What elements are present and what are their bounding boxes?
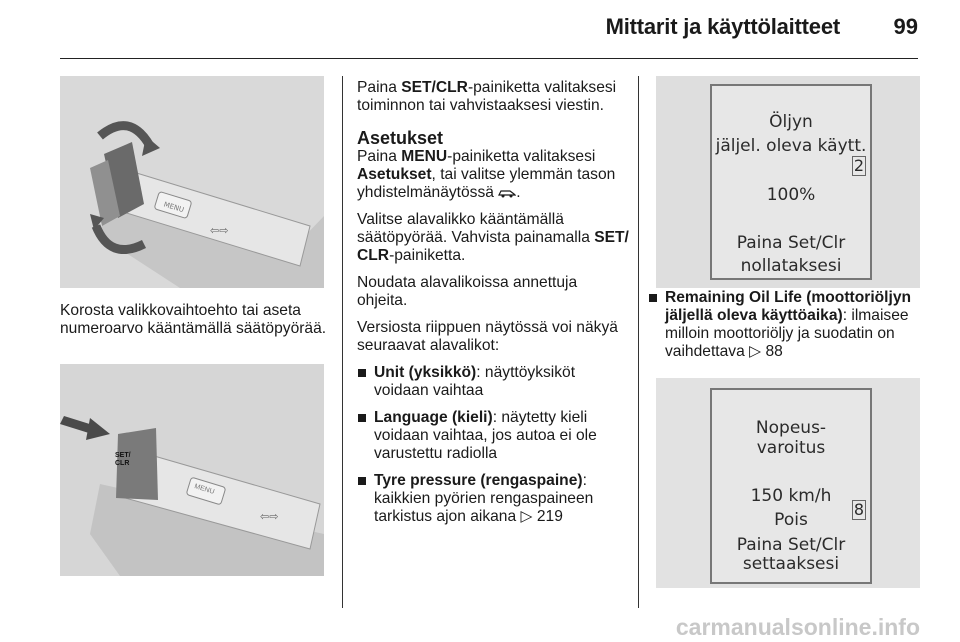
display-line: Nopeus- [755, 418, 827, 438]
list-item: Unit (yksikkö): näyttöyksiköt voidaan vaihtaa [357, 364, 629, 400]
column-divider-left [342, 76, 343, 608]
page-ref-link[interactable]: 219 [536, 508, 563, 525]
page-number: 99 [893, 14, 918, 39]
page-ref-arrow-icon: ▷ [749, 343, 762, 360]
display-line: settaaksesi [742, 554, 840, 574]
display-line: 100% [766, 185, 816, 205]
intro-paragraph: Paina SET/CLR-painiketta valitaksesi toiminnon tai vahvistaaksesi viestin. [357, 79, 617, 114]
bullet-square-icon [649, 294, 657, 302]
settings-paragraph-3: Noudata alavalikoissa annettuja ohjeita. [357, 274, 578, 309]
wheel-caption [60, 302, 330, 338]
right-bullet [648, 289, 920, 370]
page-ref-arrow-icon: ▷ [520, 508, 533, 525]
list-item: Remaining Oil Life (moottoriöljyn jäljellä oleva käyttöaika): ilmaisee milloin moottoriöljy ja suodatin on vaihdettava ▷ 88 [648, 289, 920, 361]
page-ref-link[interactable]: 88 [765, 343, 783, 360]
display-line: varoitus [756, 438, 826, 458]
wheel-caption-text: Korosta valikkovaihtoehto tai aseta numeroarvo kääntämällä säätöpyörää. [60, 302, 327, 337]
watermark: carmanualsonline.info [675, 614, 920, 640]
display-line: jäljel. oleva käytt. [715, 136, 867, 156]
photo-stalk-wheel [60, 76, 324, 288]
svg-text:MENU: MENU [162, 200, 185, 215]
bullet-square-icon [358, 477, 366, 485]
display-line: Paina Set/Clr [736, 535, 846, 555]
header-rule [60, 58, 918, 59]
stalk-wheel-illustration [60, 76, 324, 288]
display-line: Paina Set/Clr [736, 233, 846, 253]
svg-text:⇦⇨: ⇦⇨ [210, 224, 229, 237]
menu-label: MENU [193, 483, 216, 496]
display-line: Pois [774, 510, 808, 530]
photo-stalk-setclr [60, 364, 324, 576]
column-divider-right [638, 76, 639, 608]
settings-paragraph-4: Versiosta riippuen näytössä voi näkyä seuraavat alavalikot: [357, 319, 618, 354]
display-screen-speed [710, 388, 872, 584]
list-item: Tyre pressure (rengaspaine): kaikkien pyörien rengaspaineen tarkistus ajon aikana ▷ 219 [357, 472, 629, 526]
display-line: 150 km/h [750, 486, 832, 506]
stalk-setclr-illustration [60, 364, 324, 576]
display-panel-speed [656, 378, 920, 588]
display-tag: 8 [853, 500, 864, 519]
page-header-title: Mittarit ja käyttölaitteet [605, 14, 840, 39]
display-screen-oil [710, 84, 872, 280]
list-item: Language (kieli): näytetty kieli voidaan vaihtaa, jos autoa ei ole varustettu radiolla [357, 409, 629, 463]
settings-heading: Asetukset [357, 128, 444, 148]
display-line: nollataksesi [740, 256, 842, 276]
setclr-label: SET/ CLR [115, 452, 131, 467]
bullet-square-icon [358, 414, 366, 422]
bullet-square-icon [358, 369, 366, 377]
display-panel-oil [656, 76, 920, 288]
car-icon [498, 188, 516, 198]
settings-paragraph-2: Valitse alavalikko kääntämällä säätöpyörää. Vahvista painamalla SET/ CLR-painiketta. [357, 211, 629, 264]
display-line: Öljyn [769, 112, 813, 132]
settings-paragraph-1: Paina MENU-painiketta valitaksesi Asetukset, tai valitse ylemmän tason yhdistelmänäytössä . [357, 148, 616, 201]
display-tag: 2 [853, 156, 864, 175]
middle-column [357, 79, 629, 535]
svg-text:⇦⇨: ⇦⇨ [260, 510, 279, 523]
